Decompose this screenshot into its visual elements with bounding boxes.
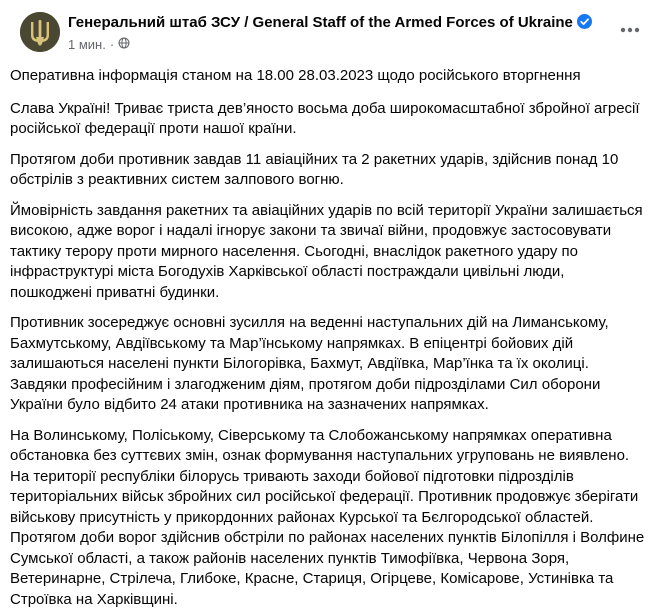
post-paragraph: Ймовірність завдання ракетних та авіаційних ударів по всій території України залишається високою, адже ворог і надалі ігнорує закони та звичаї війни, продовжує застосовувати тактику терору проти мирного населення. Сьогодні, внаслідок ракетного удару по інфраструктурі міста Богодухів Харківської області постраждали цивільні люди, пошкоджені приватні будинки. (10, 201, 647, 304)
trident-emblem-icon (20, 12, 60, 52)
more-options-button[interactable] (619, 19, 641, 41)
post-headline: Оперативна інформація станом на 18.00 28.03.2023 щодо російського вторгнення (10, 66, 647, 87)
page-name-link[interactable] (68, 14, 592, 33)
post-paragraph: На Волинському, Поліському, Сіверському та Слобожанському напрямках оперативна обстановка без суттєвих змін, ознак формування наступальних угруповань не виявлено. На території республіки білорусь тривають заходи бойової підготовки підрозділів територіальних військ збройних сил російської федерації. Противник продовжує зберігати військову присутність у прикордонних районах Курської та Бєлгородської областей. Протягом доби ворог здійснив обстріли по районах населених пунктів Білопілля і Волфине Сумської області, а також районів населених пунктів Тимофіївка, Червона Зоря, Ветеринарне, Стрілеча, Глибоке, Красне, Стариця, Огірцеве, Комісарове, Устинівка та Строївка на Харківщині. (10, 426, 647, 610)
more-options-icon (620, 27, 640, 33)
page-name[interactable]: Генеральний штаб ЗСУ / General Staff of the Armed Forces of Ukraine (68, 14, 573, 31)
post-timestamp[interactable]: 1 мин. (68, 37, 106, 52)
post-paragraph: Протягом доби противник завдав 11 авіаційних та 2 ракетних ударів, здійснив понад 10 обстрілів з реактивних систем залпового вогню. (10, 150, 647, 191)
post-meta (68, 37, 130, 52)
post-header (10, 0, 647, 66)
verified-badge-icon (577, 14, 592, 33)
page-avatar[interactable] (20, 12, 60, 52)
post-paragraph: Противник зосереджує основні зусилля на веденні наступальних дій на Лиманському, Бахмутському, Авдіївському та Мар’їнському напрямках. В епіцентрі бойових дій залишаються населені пункти Білогорівка, Бахмут, Авдіївка, Мар’їнка та їх околиці. Завдяки професійним і злагодженим діям, протягом доби підрозділами Сил оборони України було відбито 24 атаки противника на зазначених напрямках. (10, 313, 647, 416)
post-body (10, 66, 647, 610)
meta-separator: · (110, 37, 114, 52)
post-paragraph: Слава Україні! Триває триста дев’яносто восьма доба широкомасштабної збройної агресії російської федерації проти нашої країни. (10, 99, 647, 140)
globe-icon[interactable] (118, 37, 130, 52)
